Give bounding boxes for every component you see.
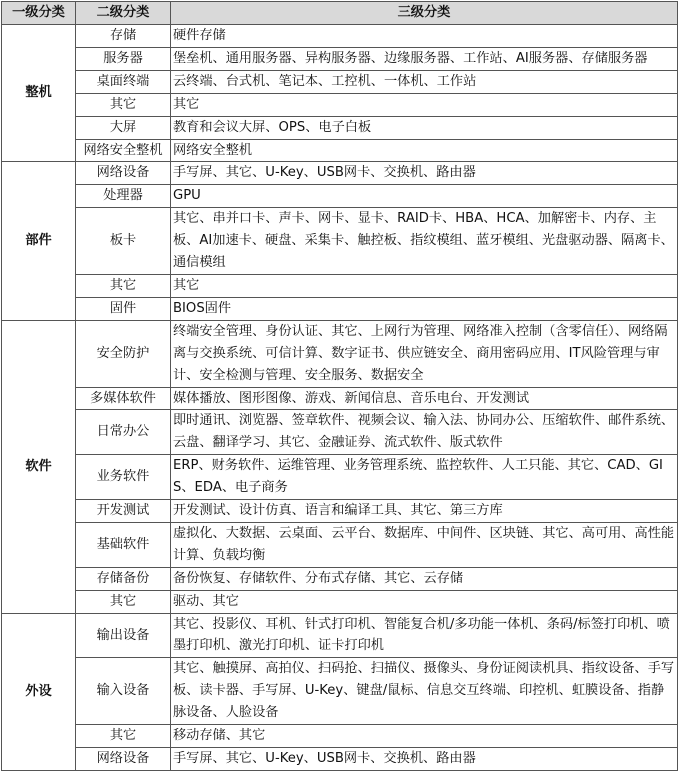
level1-category-cell: 外设	[2, 613, 76, 770]
level3-category-cell: 堡垒机、通用服务器、异构服务器、边缘服务器、工作站、AI服务器、存储服务器	[171, 47, 678, 70]
level2-category-cell: 固件	[76, 297, 171, 320]
table-row	[2, 185, 678, 208]
level3-category-cell: 媒体播放、图形图像、游戏、新闻信息、音乐电台、开发测试	[171, 387, 678, 410]
level3-category-cell: 手写屏、其它、U-Key、USB网卡、交换机、路由器	[171, 162, 678, 185]
table-row	[2, 297, 678, 320]
table-row	[2, 208, 678, 275]
level2-category-cell: 日常办公	[76, 410, 171, 455]
level2-category-cell: 输入设备	[76, 658, 171, 725]
header-level1: 一级分类	[2, 2, 76, 25]
level2-category-cell: 网络安全整机	[76, 139, 171, 162]
category-table	[1, 1, 678, 771]
level3-category-cell: 虚拟化、大数据、云桌面、云平台、数据库、中间件、区块链、其它、高可用、高性能计算、负载均衡	[171, 522, 678, 567]
level2-category-cell: 处理器	[76, 185, 171, 208]
level3-category-cell: 其它	[171, 274, 678, 297]
level3-category-cell: 其它、串并口卡、声卡、网卡、显卡、RAID卡、HBA、HCA、加解密卡、内存、主板、AI加速卡、硬盘、采集卡、触控板、指纹模组、蓝牙模组、光盘驱动器、隔离卡、通信模组	[171, 208, 678, 275]
table-row	[2, 162, 678, 185]
table-row	[2, 387, 678, 410]
header-row	[2, 2, 678, 25]
level3-category-cell: 开发测试、设计仿真、语言和编译工具、其它、第三方库	[171, 500, 678, 523]
table-row	[2, 410, 678, 455]
table-row	[2, 139, 678, 162]
table-row	[2, 70, 678, 93]
level3-category-cell: 移动存储、其它	[171, 725, 678, 748]
table-row	[2, 455, 678, 500]
level3-category-cell: 云终端、台式机、笔记本、工控机、一体机、工作站	[171, 70, 678, 93]
level3-category-cell: 其它	[171, 93, 678, 116]
level2-category-cell: 多媒体软件	[76, 387, 171, 410]
level2-category-cell: 业务软件	[76, 455, 171, 500]
header-level2: 二级分类	[76, 2, 171, 25]
table-row	[2, 47, 678, 70]
table-row	[2, 320, 678, 387]
level3-category-cell: ERP、财务软件、运维管理、业务管理系统、监控软件、人工只能、其它、CAD、GIS、EDA、电子商务	[171, 455, 678, 500]
level3-category-cell: BIOS固件	[171, 297, 678, 320]
table-row	[2, 93, 678, 116]
level2-category-cell: 板卡	[76, 208, 171, 275]
table-header	[2, 2, 678, 25]
table-row	[2, 500, 678, 523]
level2-category-cell: 网络设备	[76, 162, 171, 185]
level3-category-cell: 其它、投影仪、耳机、针式打印机、智能复合机/多功能一体机、条码/标签打印机、喷墨打印机、激光打印机、证卡打印机	[171, 613, 678, 658]
level2-category-cell: 输出设备	[76, 613, 171, 658]
level2-category-cell: 安全防护	[76, 320, 171, 387]
level2-category-cell: 其它	[76, 590, 171, 613]
table-row	[2, 522, 678, 567]
level3-category-cell: 驱动、其它	[171, 590, 678, 613]
level2-category-cell: 其它	[76, 93, 171, 116]
table-row	[2, 116, 678, 139]
level1-category-cell: 整机	[2, 25, 76, 162]
table-row	[2, 25, 678, 48]
table-row	[2, 613, 678, 658]
level3-category-cell: 网络安全整机	[171, 139, 678, 162]
level2-category-cell: 开发测试	[76, 500, 171, 523]
table-row	[2, 658, 678, 725]
table-body	[2, 25, 678, 771]
level2-category-cell: 基础软件	[76, 522, 171, 567]
level3-category-cell: 教育和会议大屏、OPS、电子白板	[171, 116, 678, 139]
level2-category-cell: 大屏	[76, 116, 171, 139]
level3-category-cell: 手写屏、其它、U-Key、USB网卡、交换机、路由器	[171, 748, 678, 771]
table-row	[2, 567, 678, 590]
header-level3: 三级分类	[171, 2, 678, 25]
level2-category-cell: 其它	[76, 725, 171, 748]
level2-category-cell: 存储	[76, 25, 171, 48]
table-row	[2, 274, 678, 297]
level1-category-cell: 软件	[2, 320, 76, 613]
level1-category-cell: 部件	[2, 162, 76, 320]
table-row	[2, 725, 678, 748]
level2-category-cell: 服务器	[76, 47, 171, 70]
level3-category-cell: 硬件存储	[171, 25, 678, 48]
level2-category-cell: 桌面终端	[76, 70, 171, 93]
level2-category-cell: 网络设备	[76, 748, 171, 771]
table-row	[2, 748, 678, 771]
level3-category-cell: GPU	[171, 185, 678, 208]
level3-category-cell: 其它、触摸屏、高拍仪、扫码抢、扫描仪、摄像头、身份证阅读机具、指纹设备、手写板、读卡器、手写屏、U-Key、键盘/鼠标、信息交互终端、印控机、虹膜设备、指静脉设备、人脸设备	[171, 658, 678, 725]
level3-category-cell: 备份恢复、存储软件、分布式存储、其它、云存储	[171, 567, 678, 590]
level2-category-cell: 存储备份	[76, 567, 171, 590]
level3-category-cell: 即时通讯、浏览器、签章软件、视频会议、输入法、协同办公、压缩软件、邮件系统、云盘、翻译学习、其它、金融证券、流式软件、版式软件	[171, 410, 678, 455]
table-row	[2, 590, 678, 613]
level3-category-cell: 终端安全管理、身份认证、其它、上网行为管理、网络准入控制（含零信任）、网络隔离与交换系统、可信计算、数字证书、供应链安全、商用密码应用、IT风险管理与审计、安全检测与管理、安全服务、数据安全	[171, 320, 678, 387]
level2-category-cell: 其它	[76, 274, 171, 297]
